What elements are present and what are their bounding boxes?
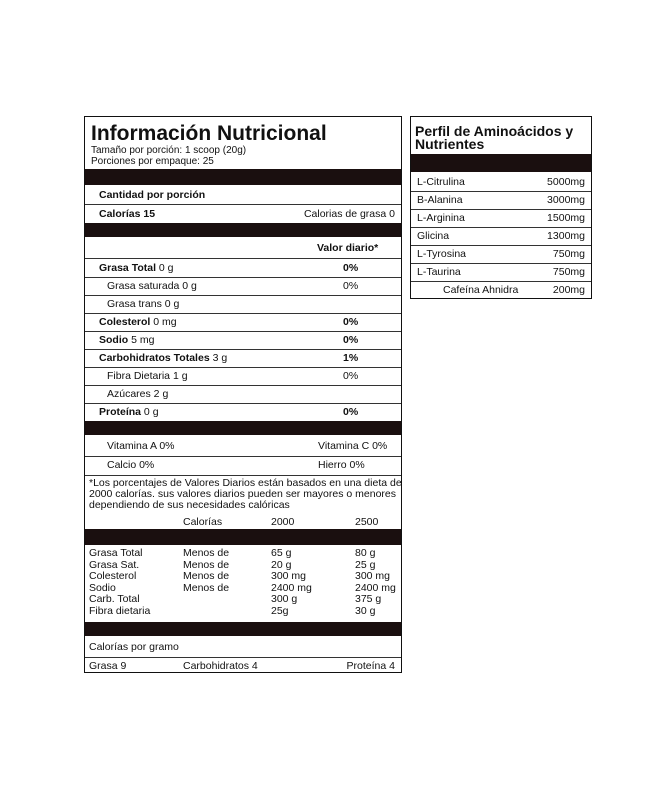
divider-bar bbox=[85, 622, 401, 636]
nutrient-amount: Grasa saturada 0 g bbox=[107, 280, 197, 292]
nutrient-percent: 0% bbox=[343, 406, 359, 418]
fat-per-gram: Grasa 9 bbox=[89, 660, 127, 672]
amino-row bbox=[411, 281, 591, 299]
nutrient-row bbox=[85, 385, 401, 404]
ref-cell-name: Colesterol bbox=[89, 570, 137, 582]
ref-cell-v2: 80 g bbox=[355, 547, 376, 559]
ref-cell-name: Fibra dietaria bbox=[89, 604, 151, 617]
nutrient-row bbox=[85, 313, 401, 332]
amino-row bbox=[411, 173, 591, 192]
ref-cell-v2: 30 g bbox=[355, 604, 376, 617]
ref-cell-v2: 25 g bbox=[355, 558, 376, 571]
amino-row bbox=[411, 209, 591, 228]
ref-cell-name: Grasa Total bbox=[89, 547, 143, 559]
calories-per-gram: Calorías por gramo bbox=[89, 641, 179, 653]
ref-cell-v2: 375 g bbox=[355, 593, 382, 605]
divider-bar bbox=[411, 154, 591, 172]
nutrient-percent: 0% bbox=[343, 334, 359, 346]
carb-per-gram: Carbohidratos 4 bbox=[183, 660, 258, 672]
amino-name: Cafeína Ahnidra bbox=[443, 284, 519, 296]
ref-col-2500: 2500 bbox=[355, 516, 379, 528]
iron: Hierro 0% bbox=[318, 459, 365, 471]
nutrient-row bbox=[85, 331, 401, 350]
nutrient-percent: 0% bbox=[343, 316, 359, 328]
amino-value: 1500mg bbox=[547, 212, 585, 224]
nutrient-name bbox=[99, 316, 177, 328]
nutrient-name bbox=[107, 370, 188, 382]
divider-bar bbox=[85, 529, 401, 545]
calories-from-fat: Calorias de grasa 0 bbox=[303, 208, 395, 220]
ref-cell-v2: 300 mg bbox=[355, 570, 391, 582]
nutrient-amount: 0 mg bbox=[150, 316, 177, 328]
nutrition-title: Información Nutricional bbox=[91, 122, 327, 145]
footnote bbox=[89, 478, 402, 511]
amino-name: L-Citrulina bbox=[417, 176, 465, 188]
amino-title-line2: Nutrientes bbox=[415, 136, 485, 152]
ref-cell-v1: 65 g bbox=[271, 547, 292, 559]
nutrient-name-bold: Sodio bbox=[99, 334, 129, 346]
divider bbox=[85, 456, 401, 457]
vitamin-a: Vitamina A 0% bbox=[107, 440, 175, 452]
nutrient-name-bold: Proteína bbox=[99, 406, 142, 418]
ref-col-2000: 2000 bbox=[271, 516, 295, 528]
nutrient-name bbox=[107, 298, 179, 310]
nutrient-row bbox=[85, 277, 401, 296]
amino-name: L-Tyrosina bbox=[417, 248, 467, 260]
nutrient-amount: 0 g bbox=[156, 262, 174, 274]
amino-name: B-Alanina bbox=[417, 194, 463, 206]
amino-title-line1: Perfil de Aminoácidos y bbox=[415, 123, 574, 139]
amino-value: 3000mg bbox=[547, 194, 585, 206]
nutrient-name bbox=[99, 262, 174, 274]
amino-row bbox=[411, 191, 591, 210]
nutrient-percent: 0% bbox=[343, 280, 359, 292]
amino-row bbox=[411, 227, 591, 246]
ref-cell-v1: 25g bbox=[271, 604, 289, 617]
divider bbox=[85, 657, 401, 658]
amount-per-serving: Cantidad por porción bbox=[99, 189, 206, 201]
ref-cell-v1: 300 mg bbox=[271, 570, 307, 582]
footnote-line: 2000 calorías. sus valores diarios pueden ser mayores o menores bbox=[89, 488, 396, 500]
nutrition-facts-panel bbox=[84, 116, 402, 673]
nutrient-name bbox=[107, 280, 197, 292]
divider bbox=[85, 475, 401, 476]
ref-cell-qual: Menos de bbox=[183, 558, 230, 571]
amino-row bbox=[411, 263, 591, 282]
ref-cell-v1: 2400 mg bbox=[271, 581, 312, 594]
nutrient-row bbox=[85, 259, 401, 278]
nutrient-name bbox=[99, 406, 159, 418]
amino-name: Glicina bbox=[417, 230, 450, 242]
amino-value: 200mg bbox=[552, 284, 585, 296]
ref-cell-name: Grasa Sat. bbox=[89, 558, 140, 571]
nutrient-amount: 0 g bbox=[141, 406, 159, 418]
amino-value: 1300mg bbox=[547, 230, 585, 242]
nutrient-name-bold: Grasa Total bbox=[99, 262, 156, 274]
nutrient-name bbox=[99, 352, 227, 364]
servings-per-container: Porciones por empaque: 25 bbox=[91, 156, 214, 167]
serving-size: Tamaño por porción: 1 scoop (20g) bbox=[91, 145, 247, 156]
ref-cell-qual: Menos de bbox=[183, 570, 230, 582]
nutrient-name bbox=[107, 388, 168, 400]
calcium: Calcio 0% bbox=[107, 459, 155, 471]
nutrient-row bbox=[85, 367, 401, 386]
ref-cell-name: Carb. Total bbox=[89, 593, 140, 605]
nutrient-row bbox=[85, 349, 401, 368]
footnote-line: *Los porcentajes de Valores Diarios están basados en una dieta de bbox=[89, 477, 402, 489]
nutrient-name bbox=[99, 334, 154, 346]
nutrient-percent: 1% bbox=[343, 352, 359, 364]
amino-profile-panel bbox=[410, 116, 592, 299]
ref-calories-label: Calorías bbox=[183, 516, 223, 528]
nutrient-amount: Azúcares 2 g bbox=[107, 388, 169, 400]
nutrient-percent: 0% bbox=[343, 262, 359, 274]
nutrient-amount: Fibra Dietaria 1 g bbox=[107, 370, 188, 382]
divider-bar bbox=[85, 421, 401, 435]
nutrient-percent: 0% bbox=[343, 370, 359, 382]
nutrient-name-bold: Carbohidratos Totales bbox=[99, 352, 210, 364]
ref-cell-qual: Menos de bbox=[183, 547, 230, 559]
nutrient-amount: 3 g bbox=[209, 352, 228, 364]
divider-bar bbox=[85, 169, 401, 185]
ref-cell-v1: 20 g bbox=[271, 558, 292, 571]
nutrient-row bbox=[85, 295, 401, 314]
daily-value-header: Valor diario* bbox=[317, 242, 379, 254]
divider-bar bbox=[85, 223, 401, 237]
protein-per-gram: Proteína 4 bbox=[346, 660, 395, 672]
footnote-line: dependiendo de sus necesidades calóricas bbox=[89, 499, 290, 511]
amino-value: 5000mg bbox=[547, 176, 585, 188]
divider bbox=[85, 204, 401, 205]
ref-cell-name: Sodio bbox=[89, 581, 116, 594]
amino-name: L-Taurina bbox=[417, 266, 461, 278]
amino-value: 750mg bbox=[552, 248, 585, 260]
nutrient-amount: 5 mg bbox=[128, 334, 155, 346]
amino-row bbox=[411, 245, 591, 264]
amino-name: L-Arginina bbox=[417, 212, 465, 224]
amino-value: 750mg bbox=[552, 266, 585, 278]
ref-cell-v1: 300 g bbox=[271, 593, 298, 605]
ref-cell-qual: Menos de bbox=[183, 581, 230, 594]
vitamin-c: Vitamina C 0% bbox=[318, 440, 388, 452]
calories-label: Calorías 15 bbox=[99, 208, 156, 220]
nutrient-name-bold: Colesterol bbox=[99, 316, 151, 328]
ref-cell-v2: 2400 mg bbox=[355, 581, 396, 594]
nutrient-row bbox=[85, 403, 401, 422]
nutrient-amount: Grasa trans 0 g bbox=[107, 298, 180, 310]
